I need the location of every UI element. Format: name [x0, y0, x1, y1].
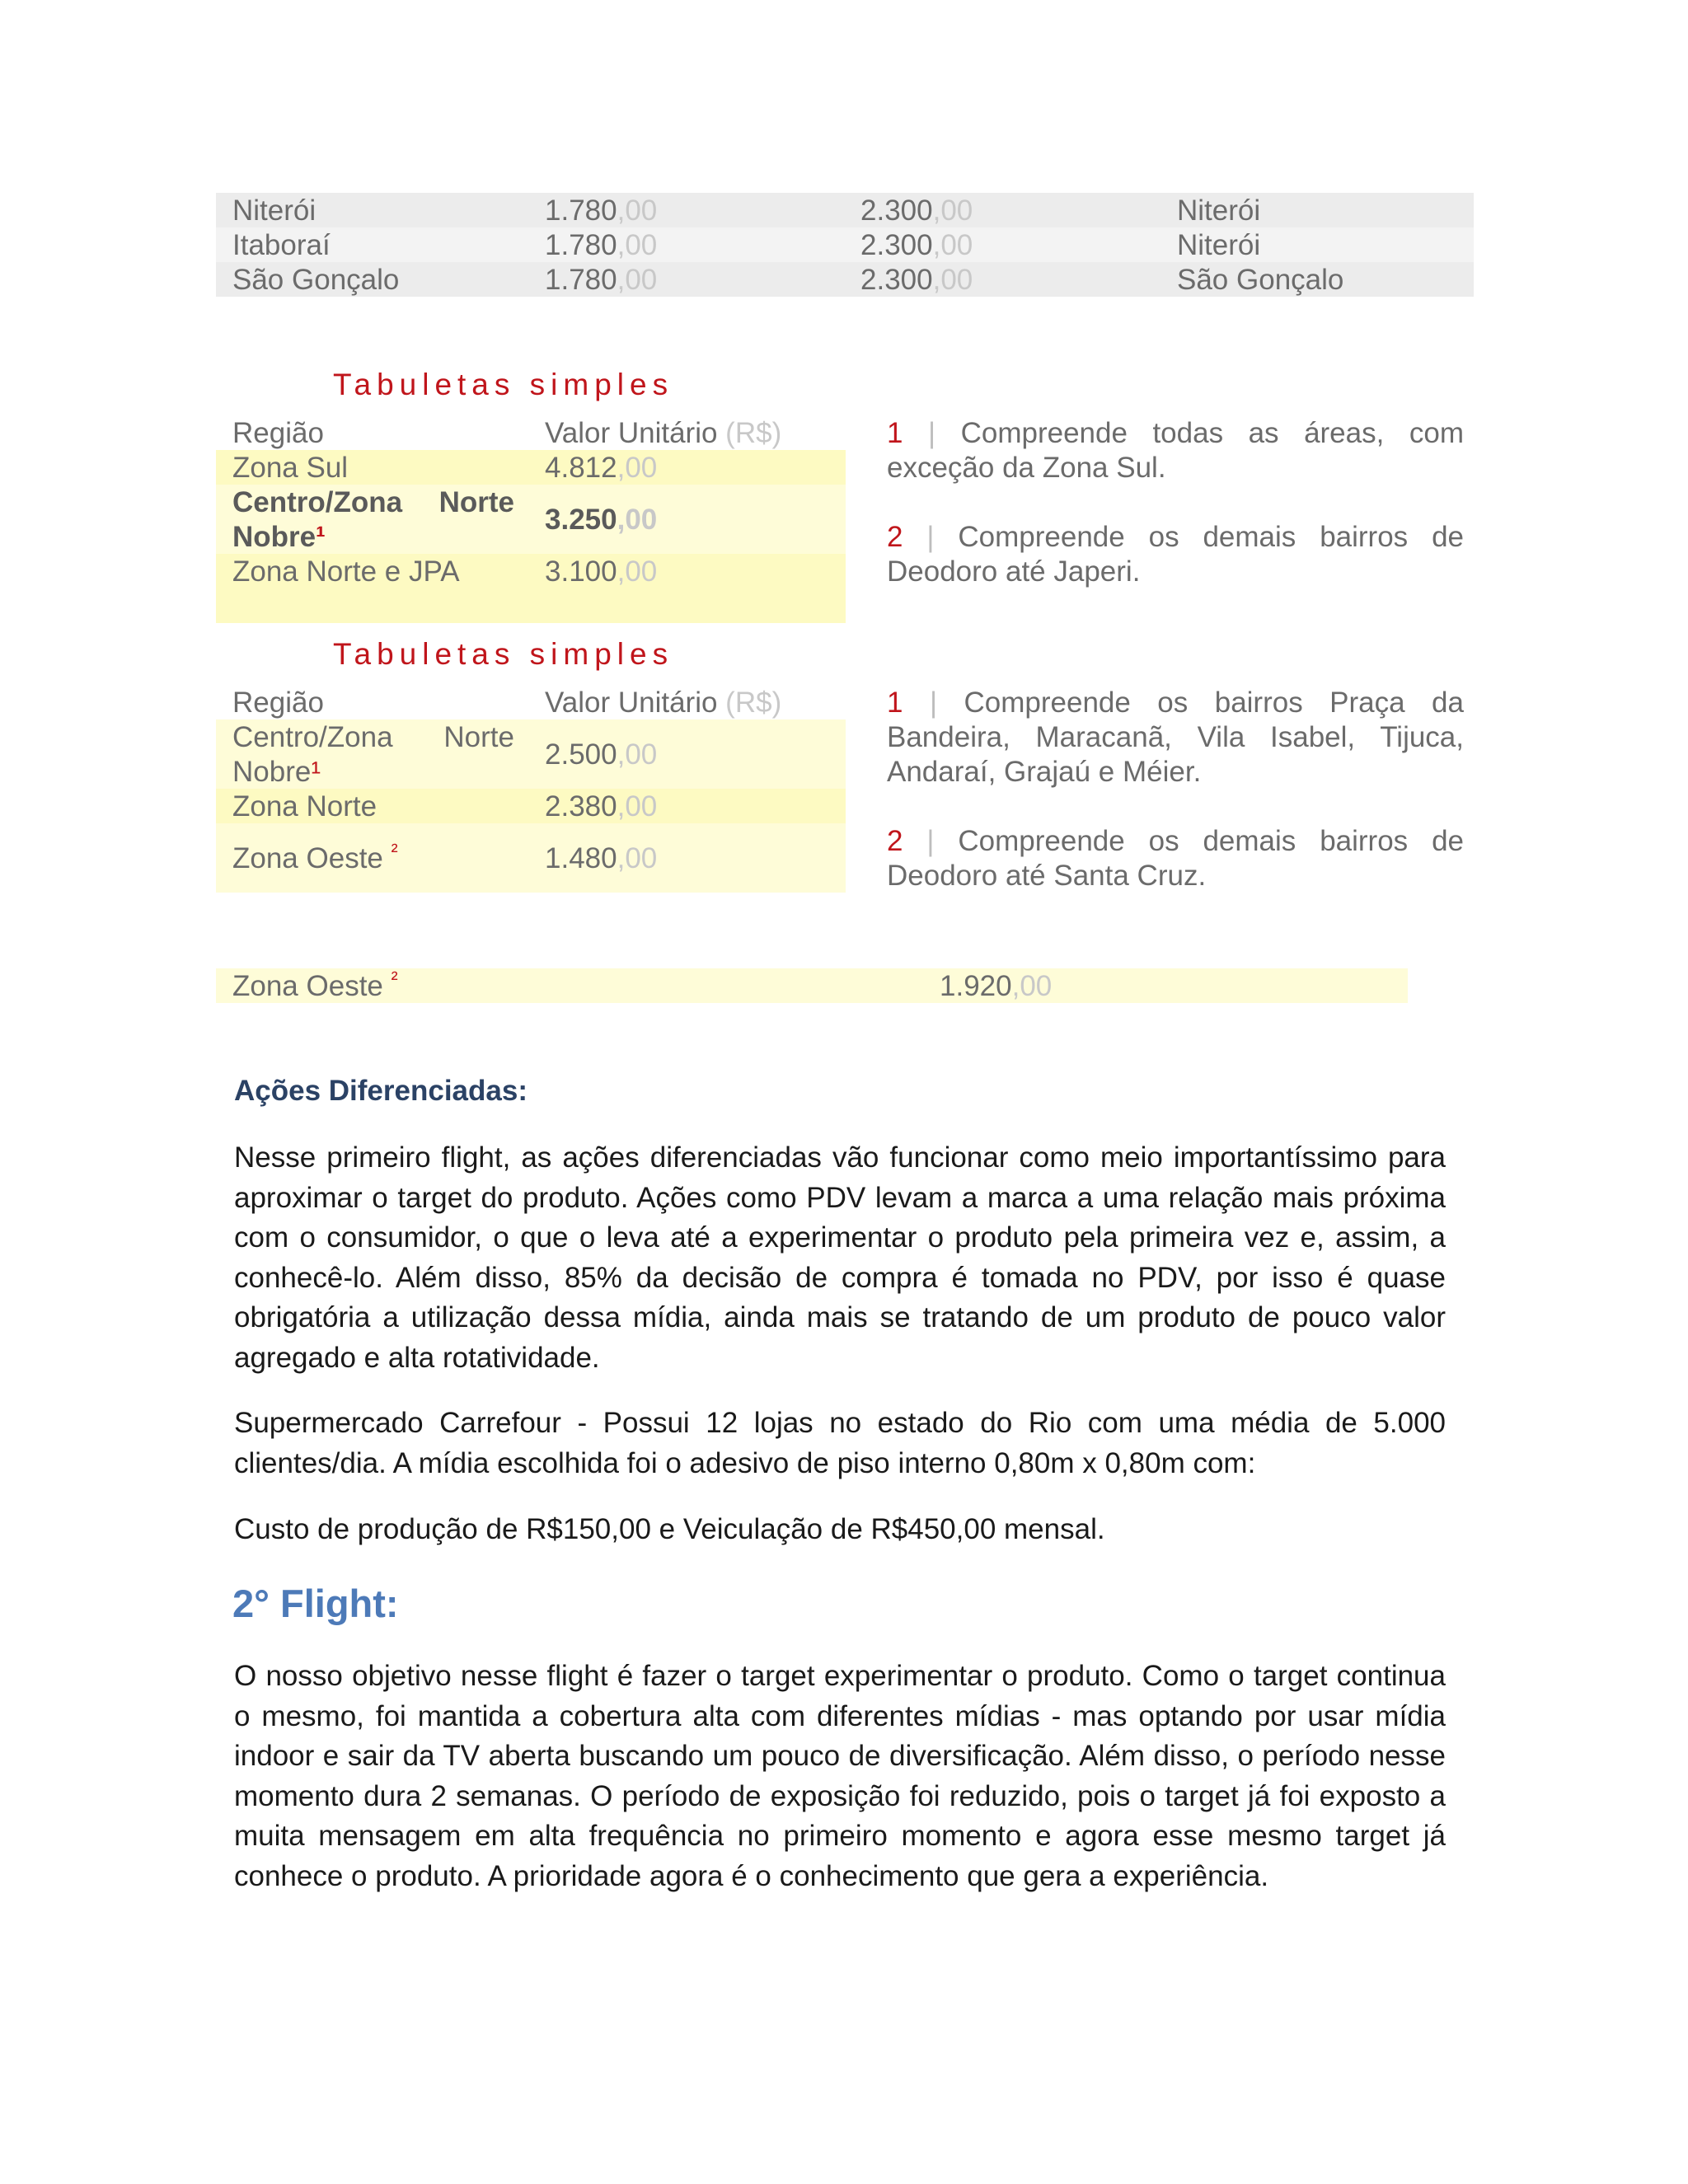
- region-cell: Centro/Zona Norte Nobre¹: [232, 486, 514, 553]
- region-cell: Zona Norte: [232, 790, 377, 823]
- table-cell-city: São Gonçalo: [232, 264, 400, 296]
- section-heading: 2° Flight:: [232, 1582, 399, 1625]
- value-cell: 3.250,00: [545, 504, 658, 536]
- column-header-region: Região: [232, 417, 324, 449]
- body-paragraph: O nosso objetivo nesse flight é fazer o target experimentar o produto. Como o target continua o mesmo, foi mantida a cobertura alta com diferentes mídias - mas optando por usar mídia indoor e sair da TV aberta buscando um pouco de diversificação. Além disso, o período nesse momento dura 2 semanas. O período de exposição foi reduzido, pois o target já foi exposto a muita mensagem em alta frequência no primeiro momento e agora esse mesmo target já conhece o produto. A prioridade agora é o conhecimento que gera a experiência.: [234, 1660, 1446, 1892]
- table-cell-city: Niterói: [1177, 194, 1261, 227]
- value-cell: 1.920,00: [940, 970, 1053, 1002]
- column-header-value: Valor Unitário (R$): [545, 687, 782, 719]
- table-cell-city: Niterói: [1177, 229, 1261, 261]
- region-cell: Zona Oeste $^{^2}$: [232, 840, 398, 874]
- footnote: 1 | Compreende os bairros Praça da Bandeira, Maracanã, Vila Isabel, Tijuca, Andaraí, Grajaú e Méier.: [887, 687, 1464, 788]
- footnote: 2 | Compreende os demais bairros de Deodoro até Santa Cruz.: [887, 825, 1464, 892]
- value-cell: 2.380,00: [545, 790, 658, 823]
- value-cell: 2.500,00: [545, 738, 658, 771]
- table-cell-value: 2.300,00: [860, 229, 973, 261]
- footnote: 2 | Compreende os demais bairros de Deodoro até Japeri.: [887, 521, 1464, 588]
- region-cell: Zona Sul: [232, 452, 349, 484]
- table-cell-value: 1.780,00: [545, 194, 658, 227]
- table-row: [216, 193, 1474, 227]
- column-header-region: Região: [232, 687, 324, 719]
- value-cell: 1.480,00: [545, 842, 658, 874]
- body-paragraph: Custo de produção de R$150,00 e Veiculação de R$450,00 mensal.: [234, 1513, 1105, 1545]
- table-cell-city: São Gonçalo: [1177, 264, 1344, 296]
- column-header-value: Valor Unitário (R$): [545, 417, 782, 449]
- section-title: Tabuletas simples: [333, 368, 674, 401]
- value-cell: 4.812,00: [545, 452, 658, 484]
- table-cell-city: Niterói: [232, 194, 316, 227]
- region-cell: Centro/Zona Norte Nobre¹: [232, 721, 514, 788]
- region-cell: Zona Oeste $^{^2}$: [232, 968, 398, 1002]
- body-paragraph: Supermercado Carrefour - Possui 12 lojas no estado do Rio com uma média de 5.000 clientes/dia. A mídia escolhida foi o adesivo de piso interno 0,80m x 0,80m com:: [234, 1407, 1446, 1479]
- table-cell-value: 2.300,00: [860, 194, 973, 227]
- region-cell: Zona Norte e JPA: [232, 555, 460, 588]
- table-row: [216, 227, 1474, 262]
- footnote: 1 | Compreende todas as áreas, com exceção da Zona Sul.: [887, 417, 1464, 484]
- table-cell-value: 1.780,00: [545, 264, 658, 296]
- table-cell-city: Itaboraí: [232, 229, 331, 261]
- section-title: Tabuletas simples: [333, 637, 674, 671]
- body-paragraph: Nesse primeiro flight, as ações diferenciadas vão funcionar como meio importantíssimo para aproximar o target do produto. Ações como PDV levam a marca a uma relação mais próxima com o consumidor, o que o leva até a experimentar o produto pela primeira vez e, assim, a conhecê-lo. Além disso, 85% da decisão de compra é tomada no PDV, por isso é quase obrigatória a utilização dessa mídia, ainda mais se tratando de um produto de pouco valor agregado e alta rotatividade.: [234, 1141, 1446, 1374]
- table-cell-value: 2.300,00: [860, 264, 973, 296]
- table-cell-value: 1.780,00: [545, 229, 658, 261]
- section-heading: Ações Diferenciadas:: [234, 1075, 528, 1107]
- value-cell: 3.100,00: [545, 555, 658, 588]
